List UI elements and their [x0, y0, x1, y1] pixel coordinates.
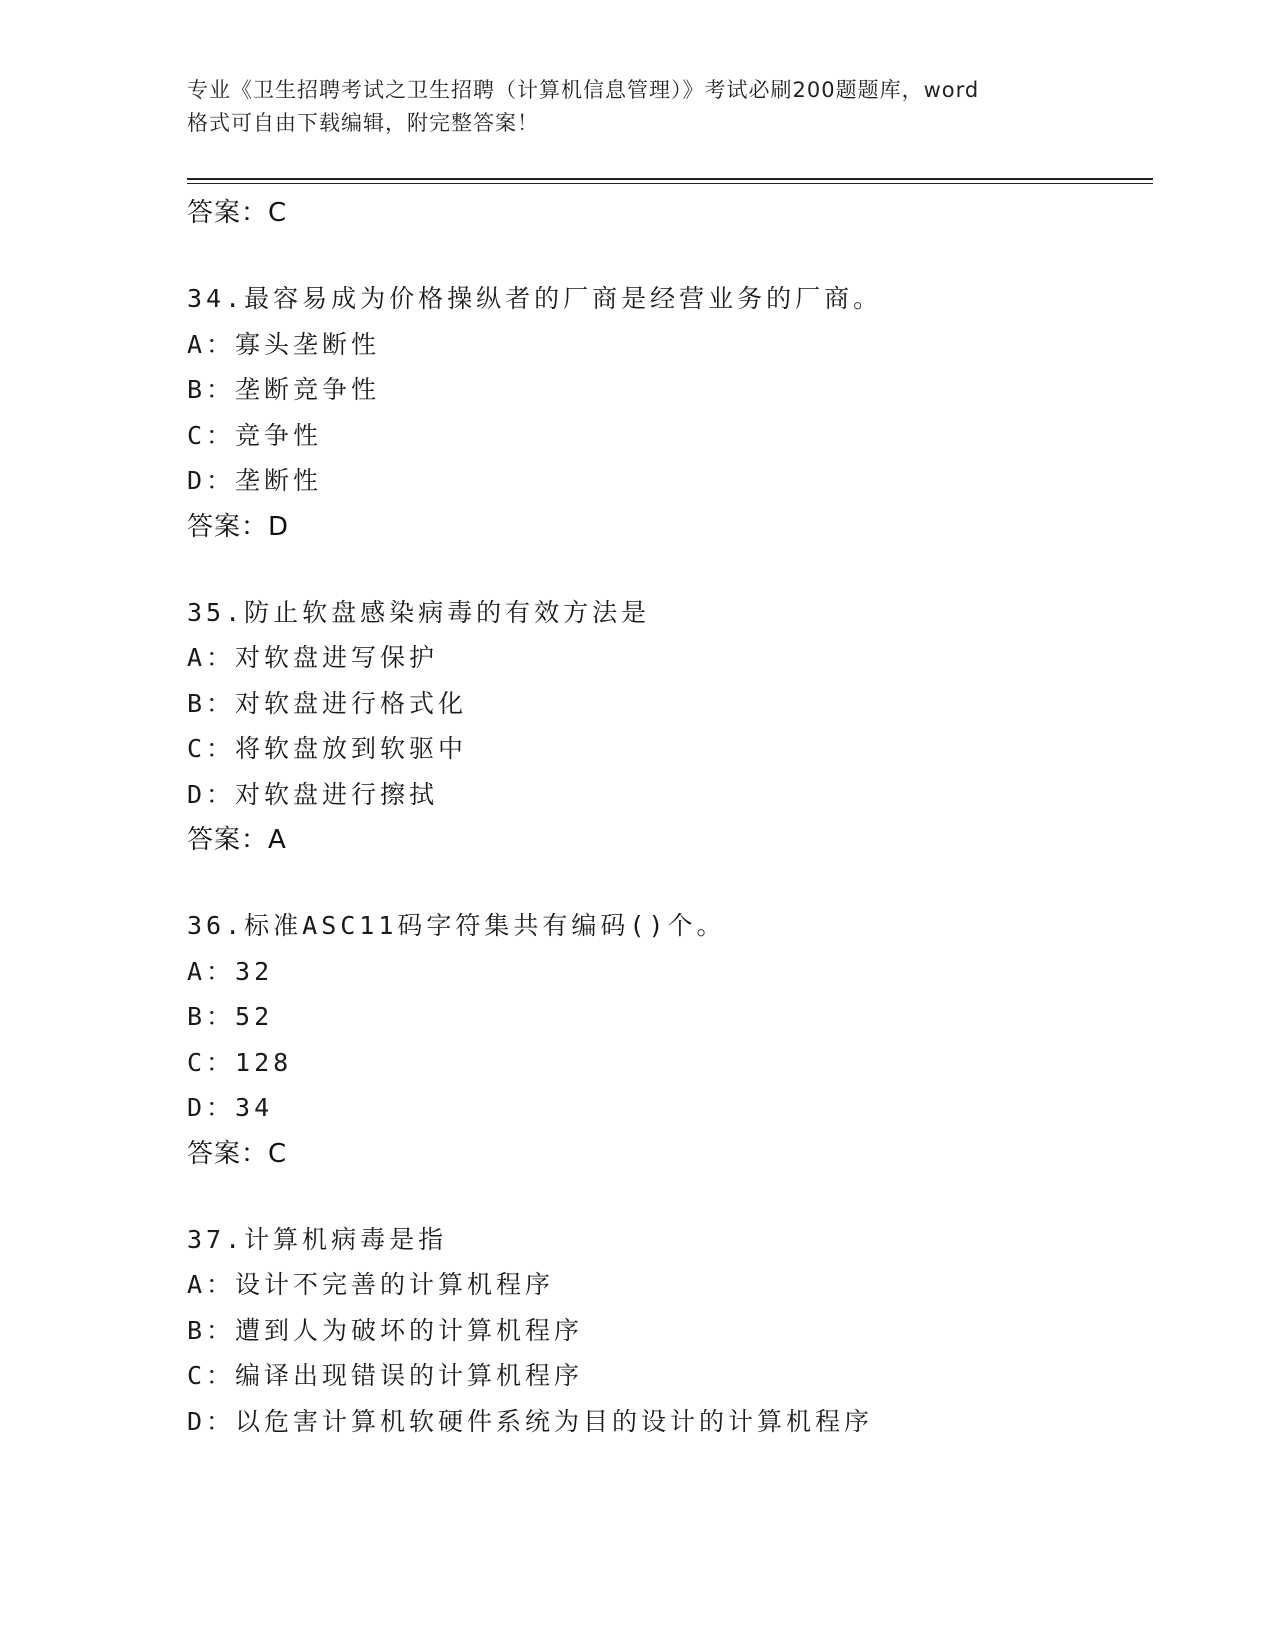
option-c: C：竞争性 [187, 420, 323, 450]
header-divider-thin [187, 183, 1153, 184]
question-stem: 36.标准ASC11码字符集共有编码()个。 [187, 911, 726, 940]
option-b: B：52 [187, 1002, 274, 1031]
option-c: C：编译出现错误的计算机程序 [187, 1361, 584, 1390]
answer: 答案：C [187, 1138, 288, 1169]
header-line-2: 格式可自由下载编辑，附完整答案！ [187, 111, 539, 135]
option-a: A：对软盘进写保护 [187, 643, 439, 672]
answer: 答案：D [187, 511, 290, 542]
option-b: B：遭到人为破坏的计算机程序 [187, 1315, 584, 1345]
question-37 [187, 1217, 1147, 1445]
option-b: B：对软盘进行格式化 [187, 688, 468, 718]
option-d: D：34 [187, 1093, 274, 1122]
question-stem: 35.防止软盘感染病毒的有效方法是 [187, 597, 651, 627]
document-header [187, 74, 1087, 140]
option-c: C：将软盘放到软驱中 [187, 734, 468, 763]
option-d: D：垄断性 [187, 466, 323, 495]
option-a: A：32 [187, 956, 274, 986]
question-stem: 37.计算机病毒是指 [187, 1224, 448, 1254]
option-c: C：128 [187, 1047, 293, 1077]
option-d: D：对软盘进行擦拭 [187, 779, 439, 809]
previous-answer: 答案：C [187, 198, 288, 228]
header-line-1: 专业《卫生招聘考试之卫生招聘（计算机信息管理）》考试必刷200题题库，word [187, 78, 980, 102]
question-34 [187, 276, 1147, 550]
option-a: A：寡头垄断性 [187, 329, 381, 359]
option-b: B：垄断竞争性 [187, 375, 381, 404]
option-d: D：以危害计算机软硬件系统为目的设计的计算机程序 [187, 1406, 874, 1436]
question-36 [187, 903, 1147, 1177]
option-a: A：设计不完善的计算机程序 [187, 1270, 555, 1299]
answer: 答案：A [187, 825, 287, 855]
question-stem: 34.最容易成为价格操纵者的厂商是经营业务的厂商。 [187, 284, 883, 313]
header-divider-thick [187, 178, 1153, 180]
question-35 [187, 590, 1147, 864]
document-body [187, 190, 1147, 1444]
